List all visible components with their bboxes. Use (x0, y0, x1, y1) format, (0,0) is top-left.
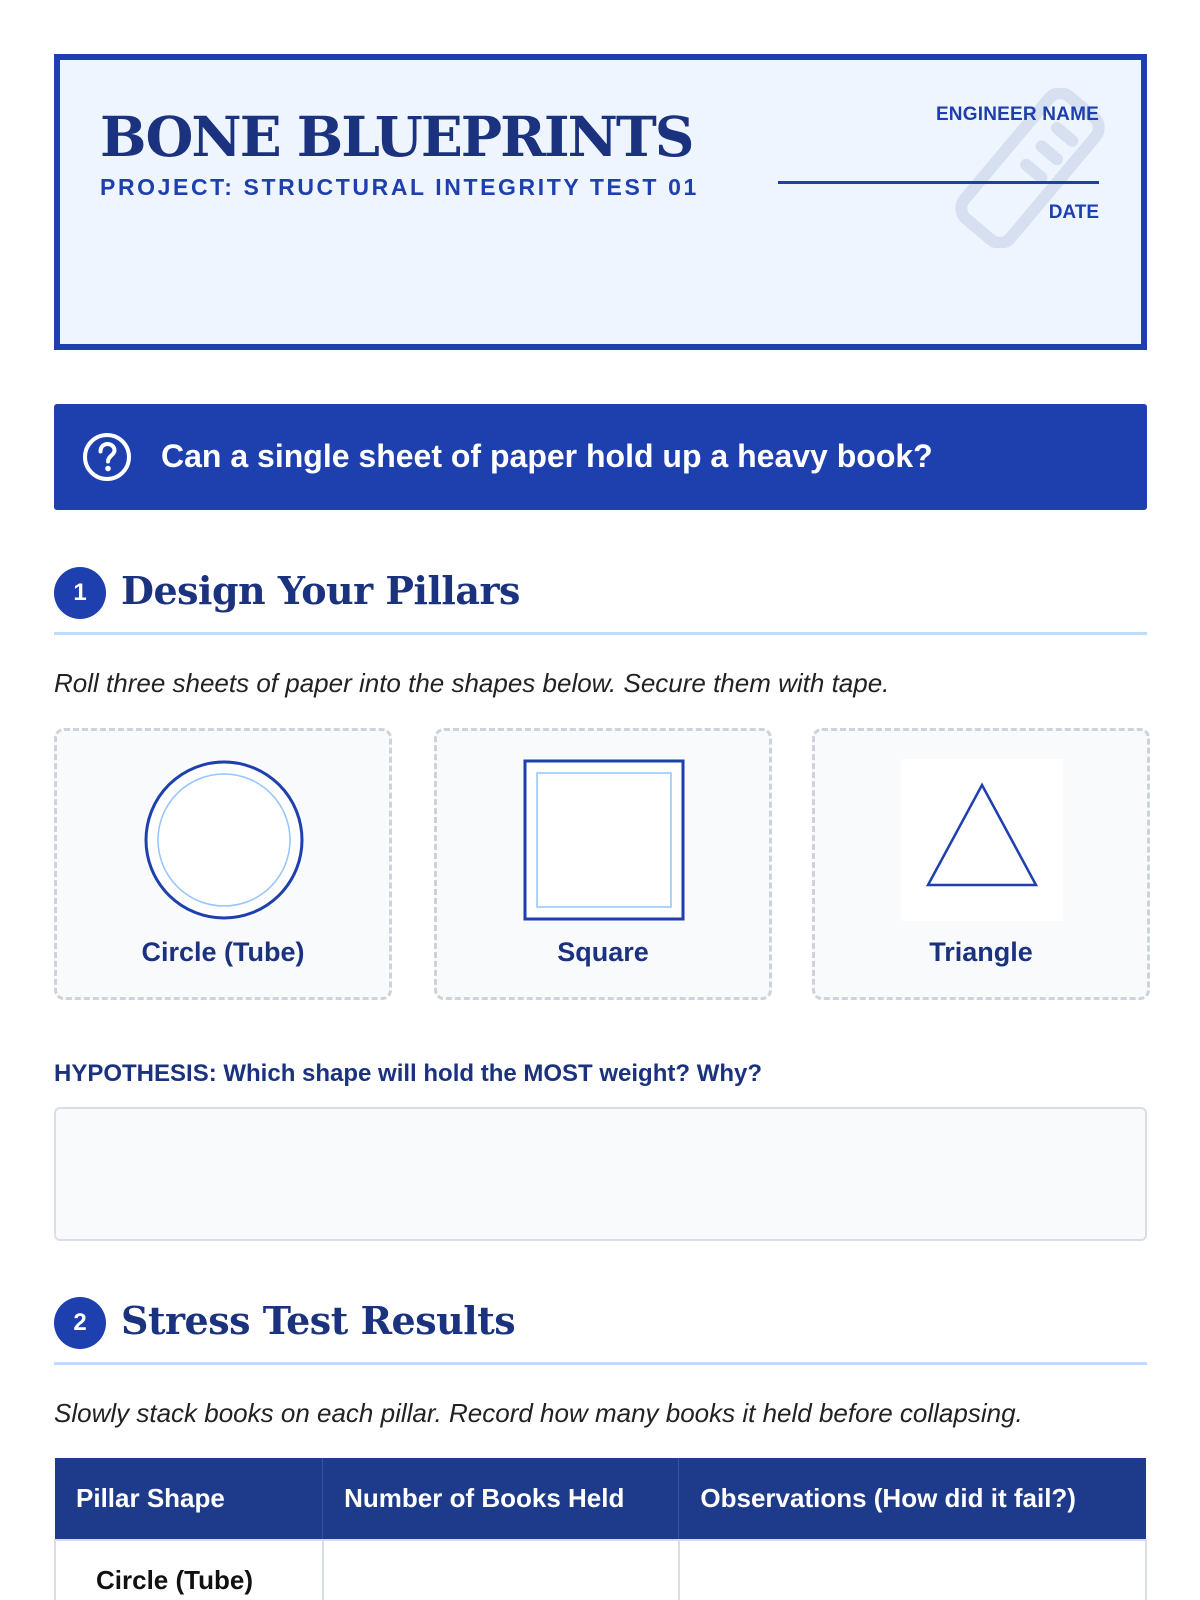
section-number-badge: 1 (54, 567, 106, 619)
shape-label: Square (557, 937, 649, 967)
triangle-icon (901, 759, 1063, 921)
section-instruction: Roll three sheets of paper into the shapes below. Secure them with tape. (54, 668, 890, 698)
date-label: DATE (1048, 202, 1099, 223)
shape-label: Circle (Tube) (141, 937, 305, 967)
table-header-row (55, 1458, 1146, 1540)
hypothesis-label: HYPOTHESIS: Which shape will hold the MOST weight? Why? (54, 1060, 763, 1087)
table-row (55, 1540, 1146, 1600)
shape-label: Triangle (929, 937, 1033, 967)
column-header: Observations (How did it fail?) (679, 1458, 1146, 1540)
question-banner (54, 404, 1147, 510)
column-header: Pillar Shape (55, 1458, 323, 1540)
stress-test-table (54, 1458, 1147, 1600)
section-instruction: Slowly stack books on each pillar. Record how many books it held before collapsing. (54, 1398, 1023, 1428)
section-number-badge: 2 (54, 1297, 106, 1349)
page-title: BONE BLUEPRINTS (100, 104, 693, 169)
engineer-name-field[interactable] (778, 181, 1099, 184)
section-title: Design Your Pillars (121, 568, 520, 613)
shape-card-circle (54, 728, 392, 1000)
shape-card-square (434, 728, 772, 1000)
question-circle-icon (82, 432, 132, 482)
title-block (54, 54, 1147, 350)
observations-cell[interactable] (679, 1540, 1146, 1600)
section-title: Stress Test Results (121, 1298, 516, 1343)
project-subtitle: PROJECT: STRUCTURAL INTEGRITY TEST 01 (100, 174, 699, 200)
books-held-cell[interactable] (323, 1540, 679, 1600)
driving-question: Can a single sheet of paper hold up a heavy book? (161, 438, 933, 474)
section-divider (54, 632, 1147, 635)
pillar-shape-cell: Circle (Tube) (55, 1540, 323, 1600)
shape-card-triangle (812, 728, 1150, 1000)
engineer-name-label: ENGINEER NAME (935, 104, 1099, 125)
column-header: Number of Books Held (323, 1458, 679, 1540)
square-icon (523, 759, 685, 921)
circle-icon (143, 759, 305, 921)
section-divider (54, 1362, 1147, 1365)
hypothesis-field[interactable] (54, 1107, 1147, 1241)
